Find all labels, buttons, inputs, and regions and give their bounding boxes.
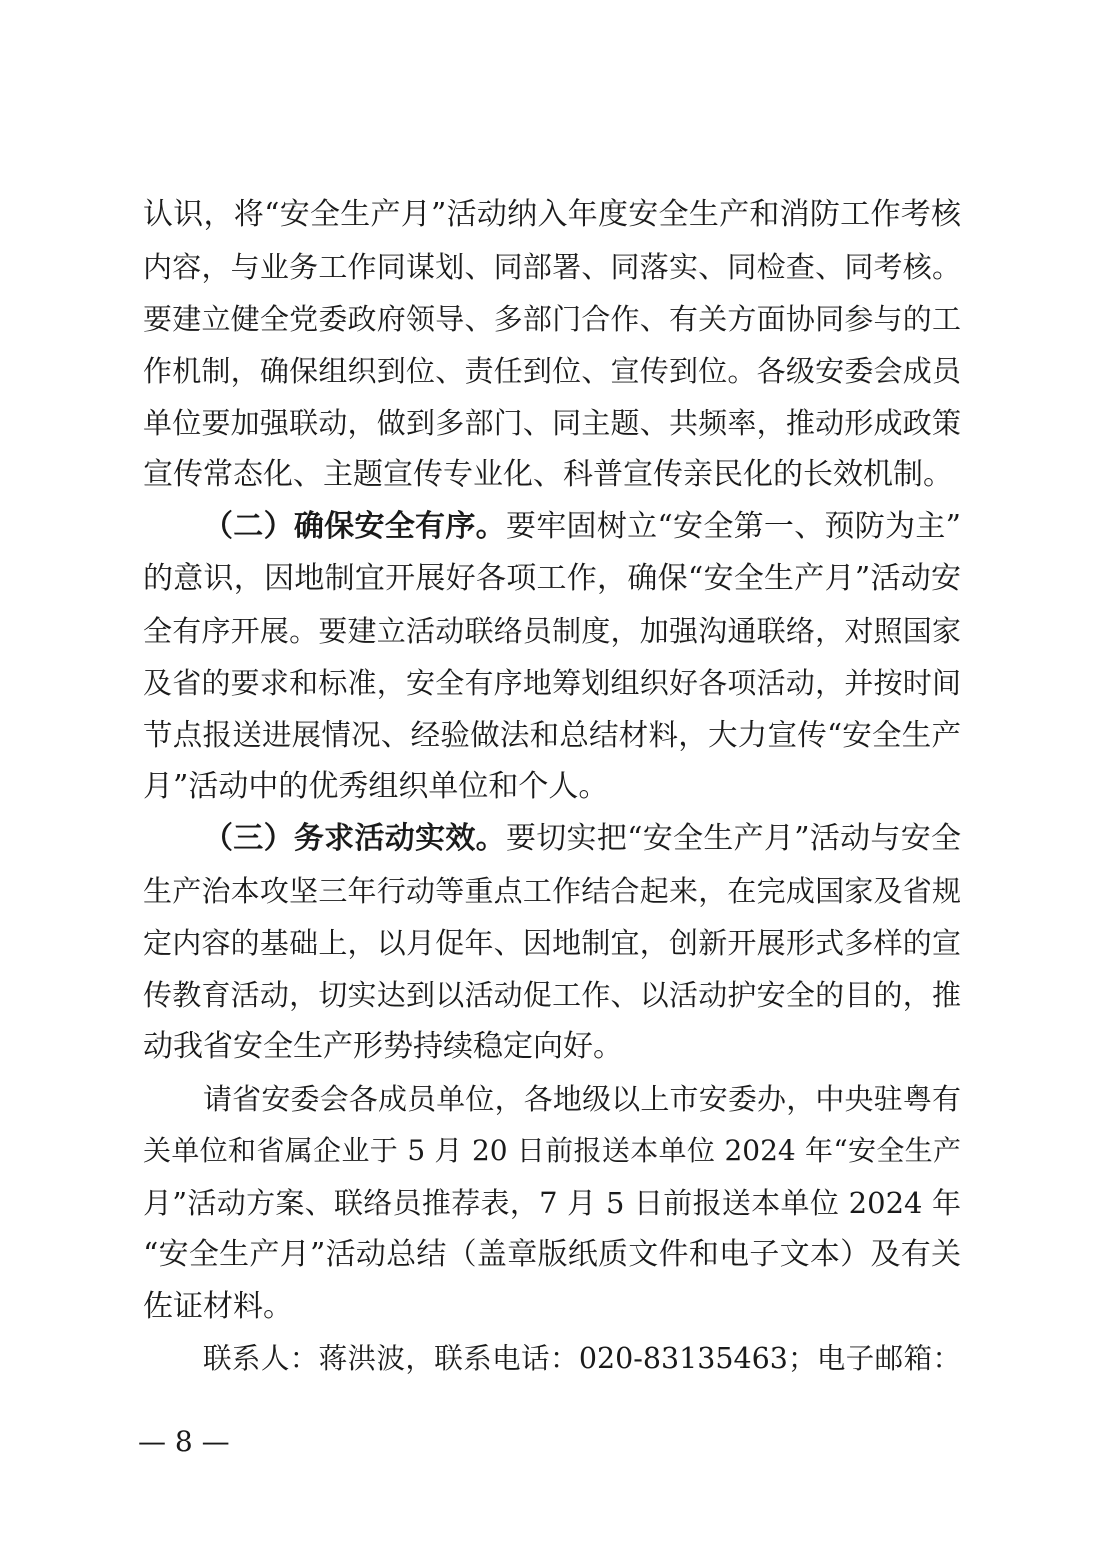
body-line: 认识，将“安全生产月”活动纳入年度安全生产和消防工作考核 [143,197,961,232]
body-line: 定内容的基础上，以月促年、因地制宜，创新开展形式多样的宣 [143,926,961,960]
section-heading: （二）确保安全有序。 [203,509,506,544]
body-line: “安全生产月”活动总结（盖章版纸质文件和电子文本）及有关 [143,1237,961,1272]
body-line: 月”活动中的优秀组织单位和个人。 [143,769,609,804]
body-line: 佐证材料。 [143,1289,293,1324]
body-line: 生产治本攻坚三年行动等重点工作结合起来，在完成国家及省规 [143,874,961,908]
section-heading: （三）务求活动实效。 [203,821,506,856]
section-heading-line [203,507,961,547]
section-text: 要牢固树立“安全第一、预防为主” [505,509,961,544]
body-line: 单位要加强联动，做到多部门、同主题、共频率，推动形成政策 [143,406,961,440]
page-number: — 8 — [138,1425,230,1458]
body-line: 节点报送进展情况、经验做法和总结材料，大力宣传“安全生产 [143,718,961,752]
body-line: 内容，与业务工作同谋划、同部署、同落实、同检查、同考核。 [143,250,961,284]
body-line: 关单位和省属企业于 5 月 20 日前报送本单位 2024 年“安全生产 [143,1134,961,1167]
body-line: 作机制，确保组织到位、责任到位、宣传到位。各级安委会成员 [143,354,961,388]
body-line: 动我省安全生产形势持续稳定向好。 [143,1029,623,1064]
body-line: 月”活动方案、联络员推荐表，7 月 5 日前报送本单位 2024 年 [143,1186,961,1220]
body-line: 全有序开展。要建立活动联络员制度，加强沟通联络，对照国家 [143,614,961,648]
section-heading-line [203,819,961,859]
body-line: 及省的要求和标准，安全有序地筹划组织好各项活动，并按时间 [143,666,961,700]
body-line: 请省安委会各成员单位，各地级以上市安委办，中央驻粤有 [203,1082,961,1116]
body-line: 的意识，因地制宜开展好各项工作，确保“安全生产月”活动安 [143,561,961,596]
body-line: 宣传常态化、主题宣传专业化、科普宣传亲民化的长效机制。 [143,457,953,492]
body-line: 传教育活动，切实达到以活动促工作、以活动护安全的目的，推 [143,978,961,1012]
body-line: 要建立健全党委政府领导、多部门合作、有关方面协同参与的工 [143,302,961,336]
section-text: 要切实把“安全生产月”活动与安全 [505,821,961,856]
contact-line: 联系人：蒋洪波，联系电话：020-83135463；电子邮箱： [203,1342,961,1375]
